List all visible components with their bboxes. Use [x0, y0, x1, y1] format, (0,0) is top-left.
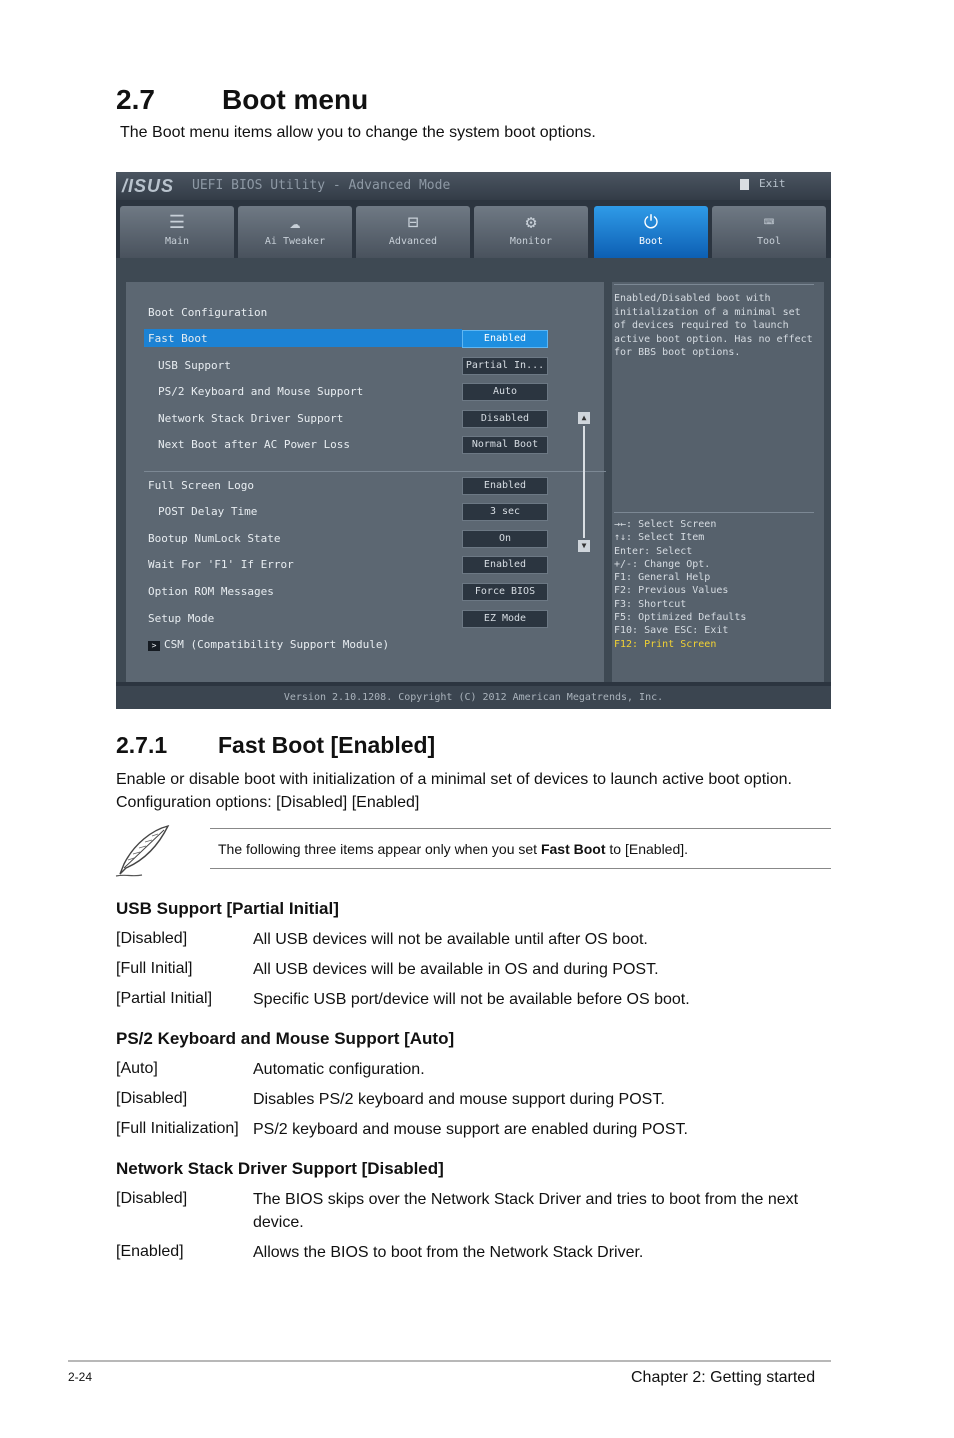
bios-tabs — [120, 206, 829, 258]
chapter-label: Chapter 2: Getting started — [631, 1369, 816, 1386]
exit-button[interactable]: Exit — [740, 177, 786, 190]
tab-monitor[interactable]: ⚙ Monitor — [474, 206, 588, 258]
setting-option-rom[interactable]: Option ROM Messages — [148, 585, 274, 598]
setting-ps2-support[interactable]: PS/2 Keyboard and Mouse Support — [158, 385, 364, 398]
usb-support-value[interactable]: Partial In... — [462, 357, 548, 375]
option-description: Disables PS/2 keyboard and mouse support during POST. — [253, 1091, 665, 1108]
option-label: [Enabled] — [116, 1243, 184, 1260]
fast-boot-value[interactable]: Enabled — [462, 330, 548, 348]
monitor-icon: ⚙ — [525, 212, 537, 233]
chevron-right-icon: > — [148, 641, 160, 651]
setting-post-delay[interactable]: POST Delay Time — [158, 505, 258, 518]
setting-usb-support[interactable]: USB Support — [158, 359, 231, 372]
subsection-title: Fast Boot [Enabled] — [218, 732, 436, 758]
csm-submenu[interactable]: > CSM (Compatibility Support Module) — [148, 638, 389, 651]
scroll-down-icon[interactable]: ▼ — [578, 540, 590, 552]
option-label: [Auto] — [116, 1060, 158, 1077]
option-description: Specific USB port/device will not be available before OS boot. — [253, 991, 690, 1008]
option-description: All USB devices will be available in OS and during POST. — [253, 961, 659, 978]
tab-main[interactable]: ☰ Main — [120, 206, 234, 258]
option-label: [Disabled] — [116, 930, 188, 947]
item-heading: PS/2 Keyboard and Mouse Support [Auto] — [116, 1029, 455, 1048]
help-text: Enabled/Disabled boot with initialization of a minimal set of devices required to launch active boot option. Has no effect for BBS boot options. — [614, 293, 813, 358]
option-label: [Full Initialization] — [116, 1120, 239, 1137]
option-description: All USB devices will not be available until after OS boot. — [253, 931, 648, 948]
note-text: The following three items appear only when you set Fast Boot to [Enabled]. — [218, 841, 689, 857]
quill-note-icon — [112, 822, 174, 880]
section-intro: The Boot menu items allow you to change the system boot options. — [120, 124, 596, 141]
main-icon: ☰ — [168, 212, 186, 233]
tool-icon: ⌨ — [763, 212, 775, 233]
bios-footer: Version 2.10.1208. Copyright (C) 2012 American Megatrends, Inc. — [116, 686, 831, 709]
setting-next-boot[interactable]: Next Boot after AC Power Loss — [158, 438, 351, 451]
setting-numlock[interactable]: Bootup NumLock State — [148, 532, 281, 545]
section-number: 2.7 — [116, 84, 155, 115]
setup-mode-value[interactable]: EZ Mode — [462, 610, 548, 628]
option-description: PS/2 keyboard and mouse support are enabled during POST. — [253, 1121, 688, 1138]
option-description: Allows the BIOS to boot from the Network Stack Driver. — [253, 1244, 644, 1261]
option-label: [Full Initial] — [116, 960, 193, 977]
tab-advanced[interactable]: ⊟ Advanced — [356, 206, 470, 258]
boot-configuration-label: Boot Configuration — [148, 306, 268, 319]
section-title: Boot menu — [222, 84, 369, 115]
setting-wait-f1[interactable]: Wait For 'F1' If Error — [148, 558, 294, 571]
setting-network-stack[interactable]: Network Stack Driver Support — [158, 412, 344, 425]
advanced-icon: ⊟ — [407, 212, 419, 233]
wait-f1-value[interactable]: Enabled — [462, 556, 548, 574]
option-rom-value[interactable]: Force BIOS — [462, 583, 548, 601]
numlock-value[interactable]: On — [462, 530, 548, 548]
setting-fast-boot[interactable]: Fast Boot — [148, 332, 208, 345]
setting-setup-mode[interactable]: Setup Mode — [148, 612, 215, 625]
option-label: [Partial Initial] — [116, 990, 213, 1007]
bios-title: UEFI BIOS Utility - Advanced Mode — [192, 178, 451, 193]
divider — [144, 471, 606, 472]
tab-tool[interactable]: ⌨ Tool — [712, 206, 826, 258]
network-stack-value[interactable]: Disabled — [462, 410, 548, 428]
scroll-up-icon[interactable]: ▲ — [578, 412, 590, 424]
ps2-support-value[interactable]: Auto — [462, 383, 548, 401]
key-legend: →←: Select Screen ↑↓: Select Item Enter: Select +/-: Change Opt. F1: General Help F2: Previous Values F3: Shortcut F5: Optimized Defaults F10: Save ESC: Exit F12: Print Screen — [614, 519, 747, 650]
scrollbar[interactable] — [578, 412, 590, 552]
item-heading: Network Stack Driver Support [Disabled] — [116, 1159, 444, 1178]
subsection-number: 2.7.1 — [116, 732, 168, 758]
setting-full-screen-logo[interactable]: Full Screen Logo — [148, 479, 254, 492]
option-description: The BIOS skips over the Network Stack Driver and tries to boot from the next device. — [253, 1191, 799, 1231]
ai-tweaker-icon: ☁ — [289, 212, 301, 233]
tab-ai-tweaker[interactable]: ☁ Ai Tweaker — [238, 206, 352, 258]
page-number: 2-24 — [68, 1370, 93, 1384]
subsection-paragraph: Enable or disable boot with initialization of a minimal set of devices to launch active boot option. Configuration options: [Disabled] [Enabled] — [116, 771, 792, 811]
option-description: Automatic configuration. — [253, 1061, 425, 1078]
item-heading: USB Support [Partial Initial] — [116, 899, 339, 918]
tab-boot[interactable]: ⏻ Boot — [594, 206, 708, 258]
bios-screenshot — [116, 172, 831, 709]
full-screen-logo-value[interactable]: Enabled — [462, 477, 548, 495]
next-boot-value[interactable]: Normal Boot — [462, 436, 548, 454]
post-delay-value[interactable]: 3 sec — [462, 503, 548, 521]
power-icon: ⏻ — [643, 212, 659, 233]
option-label: [Disabled] — [116, 1090, 188, 1107]
asus-logo: /ISUS — [122, 176, 175, 196]
exit-icon — [740, 179, 749, 190]
option-label: [Disabled] — [116, 1190, 188, 1207]
